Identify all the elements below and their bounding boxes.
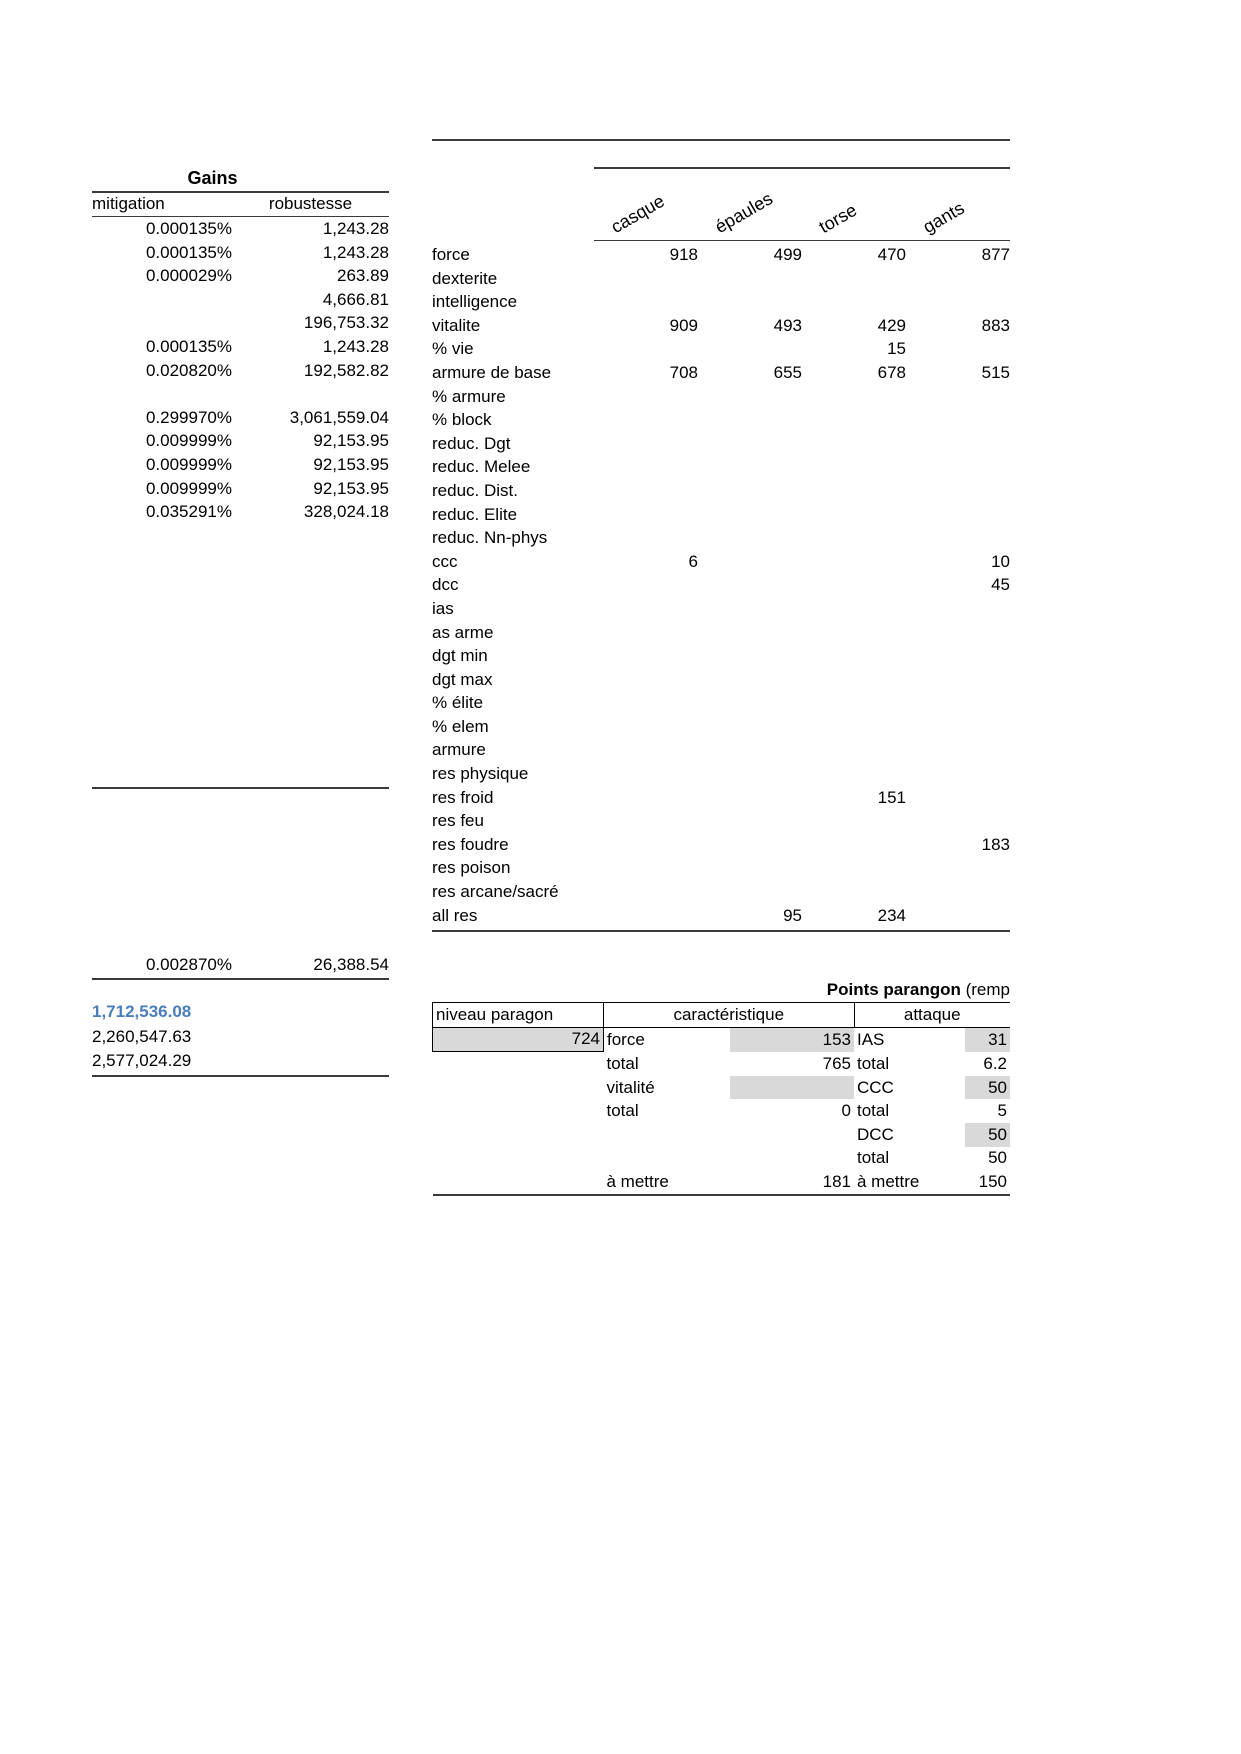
equipment-cell-casque <box>594 455 698 479</box>
equipment-row <box>432 856 1010 880</box>
equipment-row <box>432 503 1010 527</box>
parangon-attaque-value: 50 <box>965 1123 1010 1147</box>
equipment-header-1: épaules <box>711 188 777 238</box>
equipment-stat-label: res foudre <box>432 834 509 854</box>
parangon-level-spacer <box>433 1099 604 1123</box>
equipment-row <box>432 361 1010 385</box>
equipment-cell-torse <box>802 715 906 739</box>
equipment-cell-casque <box>594 738 698 762</box>
equipment-stat-label: ias <box>432 598 454 618</box>
equipment-cell-epaules <box>698 573 802 597</box>
equipment-cell-torse <box>802 290 906 314</box>
equipment-cell-gants <box>906 904 1010 928</box>
equipment-cell-torse <box>802 573 906 597</box>
equipment-cell-epaules: 499 <box>773 245 802 264</box>
gains-row <box>92 335 389 359</box>
gains-cell-mitigation: 0.000135% <box>145 242 232 262</box>
parangon-attaque-value: 50 <box>988 1148 1007 1168</box>
equipment-row <box>432 668 1010 692</box>
equipment-cell-gants <box>906 408 1010 432</box>
equipment-header-2: torse <box>815 199 861 238</box>
parangon-carac-value: 153 <box>730 1027 854 1052</box>
equipment-cell-gants <box>906 762 1010 786</box>
gains-cell-robustesse: 328,024.18 <box>303 502 389 522</box>
equipment-cell-casque <box>594 432 698 456</box>
equipment-cell-epaules <box>698 455 802 479</box>
equipment-row <box>432 644 1010 668</box>
parangon-carac-label: force <box>607 1029 645 1049</box>
equipment-cell-gants <box>906 455 1010 479</box>
equipment-cell-epaules <box>698 267 802 291</box>
equipment-row <box>432 691 1010 715</box>
gains-block <box>92 168 389 524</box>
gains-cell-robustesse: 1,243.28 <box>322 219 389 238</box>
equipment-cell-gants <box>906 880 1010 904</box>
parangon-row <box>433 1099 1011 1123</box>
equipment-cell-torse <box>802 385 906 409</box>
gains-cell-mitigation <box>92 288 238 312</box>
parangon-body <box>433 1027 1011 1195</box>
equipment-cell-gants: 45 <box>991 575 1010 595</box>
equipment-column-headers <box>594 170 1010 240</box>
equipment-row <box>432 597 1010 621</box>
equipment-cell-torse <box>802 880 906 904</box>
equipment-row <box>432 762 1010 786</box>
equipment-row <box>432 833 1010 857</box>
gains-cell-mitigation: 0.000029% <box>145 266 232 286</box>
gains-cell-mitigation: 0.035291% <box>145 502 232 522</box>
equipment-stat-label: dgt min <box>432 646 488 666</box>
equipment-cell-torse <box>802 833 906 857</box>
equipment-stat-label: % élite <box>432 693 484 713</box>
parangon-title <box>600 980 1010 1000</box>
parangon-attaque-label: total <box>857 1148 890 1168</box>
equipment-cell-torse <box>802 738 906 762</box>
equipment-stat-label: % vie <box>432 339 474 359</box>
equipment-cell-epaules <box>698 668 802 692</box>
gains-cell-robustesse: 92,153.95 <box>313 478 389 498</box>
equipment-stat-label: armure <box>432 740 486 760</box>
equipment-cell-epaules <box>698 526 802 550</box>
equipment-cell-gants: 883 <box>981 315 1010 335</box>
equipment-cell-torse <box>802 644 906 668</box>
equipment-cell-epaules <box>698 337 802 361</box>
equipment-cell-epaules <box>698 762 802 786</box>
gains-cell-mitigation: 0.009999% <box>145 431 232 451</box>
equipment-cell-epaules <box>698 385 802 409</box>
equipment-header-0: casque <box>607 190 668 238</box>
equipment-row <box>432 550 1010 574</box>
parangon-carac-value: 0 <box>841 1101 851 1121</box>
equipment-stat-label: res poison <box>432 858 511 878</box>
equipment-cell-gants: 10 <box>991 551 1010 571</box>
gains-row <box>92 429 389 453</box>
equipment-stat-label: ccc <box>432 551 458 571</box>
parangon-row <box>433 1170 1011 1195</box>
equipment-cell-torse <box>802 856 906 880</box>
equipment-cell-torse <box>802 668 906 692</box>
equipment-cell-epaules <box>698 290 802 314</box>
gains-cell-robustesse: 192,582.82 <box>303 360 389 380</box>
equipment-top-rule <box>432 139 1010 141</box>
equipment-cell-gants <box>906 526 1010 550</box>
equipment-stat-label: reduc. Elite <box>432 504 518 524</box>
gains-rows <box>92 217 389 524</box>
equipment-stat-label: as arme <box>432 622 494 642</box>
gains-summary-divider <box>92 978 389 980</box>
parangon-carac-value <box>730 1147 854 1171</box>
equipment-cell-casque <box>594 762 698 786</box>
grand-totals-divider <box>92 1075 389 1077</box>
equipment-cell-gants: 515 <box>981 362 1010 382</box>
equipment-cell-casque <box>594 479 698 503</box>
equipment-stat-label: res arcane/sacré <box>432 882 559 902</box>
gains-row <box>92 453 389 477</box>
gains-cell-robustesse: 92,153.95 <box>313 454 389 474</box>
parangon-header-niveau: niveau paragon <box>433 1003 604 1028</box>
equipment-stat-label: res froid <box>432 787 494 807</box>
parangon-attaque-value: 150 <box>965 1170 1010 1195</box>
equipment-cell-casque: 918 <box>669 245 698 264</box>
gains-mid-divider <box>92 787 389 789</box>
gains-cell-robustesse <box>238 382 389 406</box>
equipment-cell-gants: 877 <box>981 245 1010 264</box>
equipment-row <box>432 904 1010 928</box>
parangon-attaque-label: à mettre <box>854 1170 965 1195</box>
equipment-cell-gants <box>906 691 1010 715</box>
gains-cell-mitigation: 0.299970% <box>145 407 232 427</box>
equipment-stat-label: dexterite <box>432 268 498 288</box>
equipment-cell-casque: 909 <box>669 315 698 335</box>
equipment-cell-gants <box>906 621 1010 645</box>
equipment-cell-casque: 708 <box>669 362 698 382</box>
equipment-cell-casque <box>594 856 698 880</box>
parangon-level-spacer <box>433 1147 604 1171</box>
gains-row <box>92 217 389 241</box>
gains-cell-mitigation: 0.009999% <box>145 454 232 474</box>
gains-row <box>92 382 389 406</box>
parangon-title-strong: Points parangon <box>826 980 961 999</box>
equipment-cell-epaules <box>698 408 802 432</box>
equipment-cell-casque <box>594 526 698 550</box>
grand-totals-list <box>92 1000 389 1074</box>
gains-cell-robustesse: 196,753.32 <box>303 313 389 333</box>
parangon-row <box>433 1123 1011 1147</box>
equipment-stat-label: dgt max <box>432 669 493 689</box>
parangon-attaque-value: 5 <box>997 1101 1007 1121</box>
gains-cell-mitigation: 0.000135% <box>145 336 232 356</box>
gains-column-headers <box>92 191 389 217</box>
parangon-carac-value <box>730 1076 854 1100</box>
gains-cell-robustesse: 263.89 <box>337 266 389 286</box>
gains-row <box>92 477 389 501</box>
gains-cell-mitigation: 0.020820% <box>145 360 232 380</box>
parangon-attaque-label: DCC <box>857 1124 894 1144</box>
equipment-stat-label: % block <box>432 410 492 430</box>
equipment-stat-label: reduc. Dist. <box>432 480 518 500</box>
equipment-row <box>432 809 1010 833</box>
equipment-row <box>432 267 1010 291</box>
equipment-cell-epaules <box>698 691 802 715</box>
grand-total-value: 2,260,547.63 <box>92 1026 192 1046</box>
gains-cell-robustesse: 92,153.95 <box>313 431 389 451</box>
gains-row <box>92 288 389 312</box>
equipment-cell-torse: 470 <box>877 245 906 264</box>
equipment-cell-casque <box>594 337 698 361</box>
gains-header-mitigation: mitigation <box>92 194 165 213</box>
equipment-cell-casque <box>594 573 698 597</box>
equipment-cell-gants <box>906 385 1010 409</box>
equipment-cell-epaules <box>698 597 802 621</box>
equipment-row <box>432 314 1010 338</box>
gains-row <box>92 311 389 335</box>
equipment-stat-label: all res <box>432 905 478 925</box>
equipment-cell-torse <box>802 526 906 550</box>
equipment-cell-epaules <box>698 432 802 456</box>
equipment-row <box>432 573 1010 597</box>
gains-summary-row <box>92 953 389 977</box>
equipment-cell-torse <box>802 479 906 503</box>
equipment-cell-casque <box>594 290 698 314</box>
parangon-attaque-value: 6.2 <box>983 1053 1007 1073</box>
equipment-cell-torse <box>802 691 906 715</box>
equipment-cell-gants <box>906 432 1010 456</box>
equipment-cell-gants <box>906 786 1010 810</box>
gains-row <box>92 241 389 265</box>
equipment-row <box>432 621 1010 645</box>
equipment-cell-torse <box>802 455 906 479</box>
equipment-stat-label: reduc. Melee <box>432 457 531 477</box>
equipment-cell-torse: 15 <box>887 339 906 359</box>
parangon-row <box>433 1027 1011 1052</box>
equipment-header-3: gants <box>919 197 968 238</box>
equipment-cell-casque <box>594 621 698 645</box>
equipment-cell-epaules <box>698 809 802 833</box>
equipment-cell-torse <box>802 550 906 574</box>
equipment-row <box>432 526 1010 550</box>
equipment-cell-casque <box>594 880 698 904</box>
equipment-cell-torse <box>802 267 906 291</box>
grand-total-value: 2,577,024.29 <box>92 1051 192 1070</box>
equipment-cell-torse: 678 <box>877 362 906 382</box>
equipment-cell-casque <box>594 668 698 692</box>
equipment-row <box>432 243 1010 267</box>
equipment-cell-gants <box>906 337 1010 361</box>
equipment-cell-epaules <box>698 833 802 857</box>
equipment-stat-label: reduc. Dgt <box>432 433 511 453</box>
equipment-cell-casque <box>594 385 698 409</box>
equipment-cell-epaules <box>698 856 802 880</box>
equipment-cell-torse: 151 <box>877 787 906 807</box>
equipment-cell-gants <box>906 809 1010 833</box>
gains-title: Gains <box>187 168 238 188</box>
equipment-cell-torse <box>802 597 906 621</box>
gains-cell-robustesse: 1,243.28 <box>322 336 389 356</box>
parangon-level-spacer <box>433 1170 604 1195</box>
equipment-cell-epaules <box>698 738 802 762</box>
equipment-stat-label: % armure <box>432 386 506 406</box>
parangon-carac-label: vitalité <box>606 1077 655 1097</box>
equipment-rows <box>432 243 1010 927</box>
equipment-header-rule <box>594 167 1010 169</box>
equipment-cell-epaules <box>698 644 802 668</box>
equipment-row <box>432 455 1010 479</box>
equipment-row <box>432 786 1010 810</box>
equipment-row <box>432 290 1010 314</box>
equipment-cell-casque <box>594 809 698 833</box>
equipment-cell-torse: 429 <box>877 315 906 335</box>
parangon-carac-label: à mettre <box>604 1170 731 1195</box>
parangon-attaque-value: 50 <box>965 1076 1010 1100</box>
parangon-row <box>433 1147 1011 1171</box>
parangon-carac-value: 181 <box>730 1170 854 1195</box>
parangon-carac-label: total <box>606 1053 639 1073</box>
equipment-cell-casque <box>594 267 698 291</box>
equipment-cell-epaules: 493 <box>773 315 802 335</box>
parangon-attaque-value: 31 <box>965 1027 1010 1052</box>
parangon-carac-label <box>604 1123 731 1147</box>
equipment-stat-label: res physique <box>432 764 529 784</box>
parangon-carac-value: 765 <box>822 1053 851 1073</box>
parangon-level-spacer <box>433 1076 604 1100</box>
parangon-title-rest: (remp <box>960 980 1010 999</box>
equipment-cell-epaules <box>698 503 802 527</box>
equipment-cell-epaules <box>698 786 802 810</box>
equipment-cell-torse <box>802 809 906 833</box>
equipment-cell-torse: 234 <box>877 905 906 925</box>
equipment-row <box>432 880 1010 904</box>
equipment-cell-torse <box>802 503 906 527</box>
gains-cell-robustesse: 1,243.28 <box>322 242 389 262</box>
equipment-cell-casque <box>594 503 698 527</box>
gains-row <box>92 406 389 430</box>
equipment-cell-epaules <box>698 550 802 574</box>
equipment-cell-casque <box>594 597 698 621</box>
equipment-cell-casque <box>594 715 698 739</box>
equipment-row <box>432 408 1010 432</box>
equipment-cell-torse <box>802 408 906 432</box>
parangon-level-spacer <box>433 1123 604 1147</box>
equipment-cell-casque <box>594 644 698 668</box>
equipment-row <box>432 432 1010 456</box>
equipment-cell-gants <box>906 738 1010 762</box>
equipment-row <box>432 385 1010 409</box>
gains-cell-mitigation: 0.009999% <box>145 478 232 498</box>
parangon-table <box>432 1002 1010 1196</box>
equipment-cell-gants <box>906 856 1010 880</box>
equipment-stat-label: intelligence <box>432 292 518 312</box>
parangon-header-caracteristique: caractéristique <box>604 1003 855 1028</box>
gains-cell-mitigation <box>92 311 238 335</box>
equipment-cell-gants <box>906 644 1010 668</box>
parangon-carac-label <box>604 1147 731 1171</box>
gains-cell-mitigation: 0.000135% <box>145 219 232 238</box>
equipment-cell-gants <box>906 503 1010 527</box>
equipment-cell-casque: 6 <box>688 551 698 571</box>
gains-cell-robustesse: 4,666.81 <box>322 289 389 309</box>
gains-summary-mitigation: 0.002870% <box>145 955 232 974</box>
gains-cell-mitigation <box>92 382 238 406</box>
parangon-header-row <box>433 1003 1011 1028</box>
equipment-cell-torse <box>802 621 906 645</box>
equipment-cell-epaules: 655 <box>773 362 802 382</box>
equipment-stat-label: dcc <box>432 575 459 595</box>
equipment-stat-label: res feu <box>432 811 484 831</box>
equipment-row <box>432 738 1010 762</box>
equipment-stat-label: force <box>432 245 470 264</box>
equipment-cell-gants: 183 <box>981 834 1010 854</box>
equipment-stat-label: % elem <box>432 716 489 736</box>
equipment-column-rule <box>594 240 1010 241</box>
equipment-cell-gants <box>906 267 1010 291</box>
equipment-cell-casque <box>594 786 698 810</box>
equipment-cell-epaules <box>698 479 802 503</box>
parangon-row <box>433 1076 1011 1100</box>
parangon-attaque-label: total <box>857 1053 890 1073</box>
parangon-level-value: 724 <box>433 1027 604 1052</box>
parangon-attaque-label: IAS <box>857 1029 885 1049</box>
equipment-row <box>432 337 1010 361</box>
equipment-cell-casque <box>594 408 698 432</box>
parangon-carac-value <box>730 1123 854 1147</box>
equipment-cell-casque <box>594 833 698 857</box>
equipment-cell-epaules <box>698 880 802 904</box>
grand-total-value: 1,712,536.08 <box>92 1002 192 1021</box>
parangon-header-attaque: attaque <box>854 1003 1010 1028</box>
equipment-cell-casque <box>594 691 698 715</box>
equipment-cell-gants <box>906 715 1010 739</box>
parangon-row <box>433 1052 1011 1076</box>
gains-row <box>92 264 389 288</box>
gains-summary-robustesse: 26,388.54 <box>313 955 389 974</box>
parangon-carac-label: total <box>606 1101 639 1121</box>
equipment-stat-label: vitalite <box>432 315 481 335</box>
gains-header-robustesse: robustesse <box>268 194 353 213</box>
equipment-cell-epaules <box>698 621 802 645</box>
equipment-stat-label: reduc. Nn-phys <box>432 528 548 548</box>
gains-cell-robustesse: 3,061,559.04 <box>289 407 389 427</box>
equipment-cell-gants <box>906 479 1010 503</box>
equipment-cell-torse <box>802 432 906 456</box>
equipment-cell-gants <box>906 597 1010 621</box>
equipment-cell-casque <box>594 904 698 928</box>
equipment-cell-torse <box>802 762 906 786</box>
equipment-cell-epaules: 95 <box>783 905 802 925</box>
equipment-cell-gants <box>906 290 1010 314</box>
equipment-cell-gants <box>906 668 1010 692</box>
gains-row <box>92 500 389 524</box>
equipment-row <box>432 479 1010 503</box>
parangon-level-spacer <box>433 1052 604 1076</box>
equipment-stat-label: armure de base <box>432 362 552 382</box>
equipment-cell-epaules <box>698 715 802 739</box>
parangon-attaque-label: total <box>857 1101 890 1121</box>
gains-row <box>92 359 389 383</box>
equipment-row <box>432 715 1010 739</box>
parangon-attaque-label: CCC <box>857 1077 894 1097</box>
equipment-bottom-rule <box>432 930 1010 932</box>
